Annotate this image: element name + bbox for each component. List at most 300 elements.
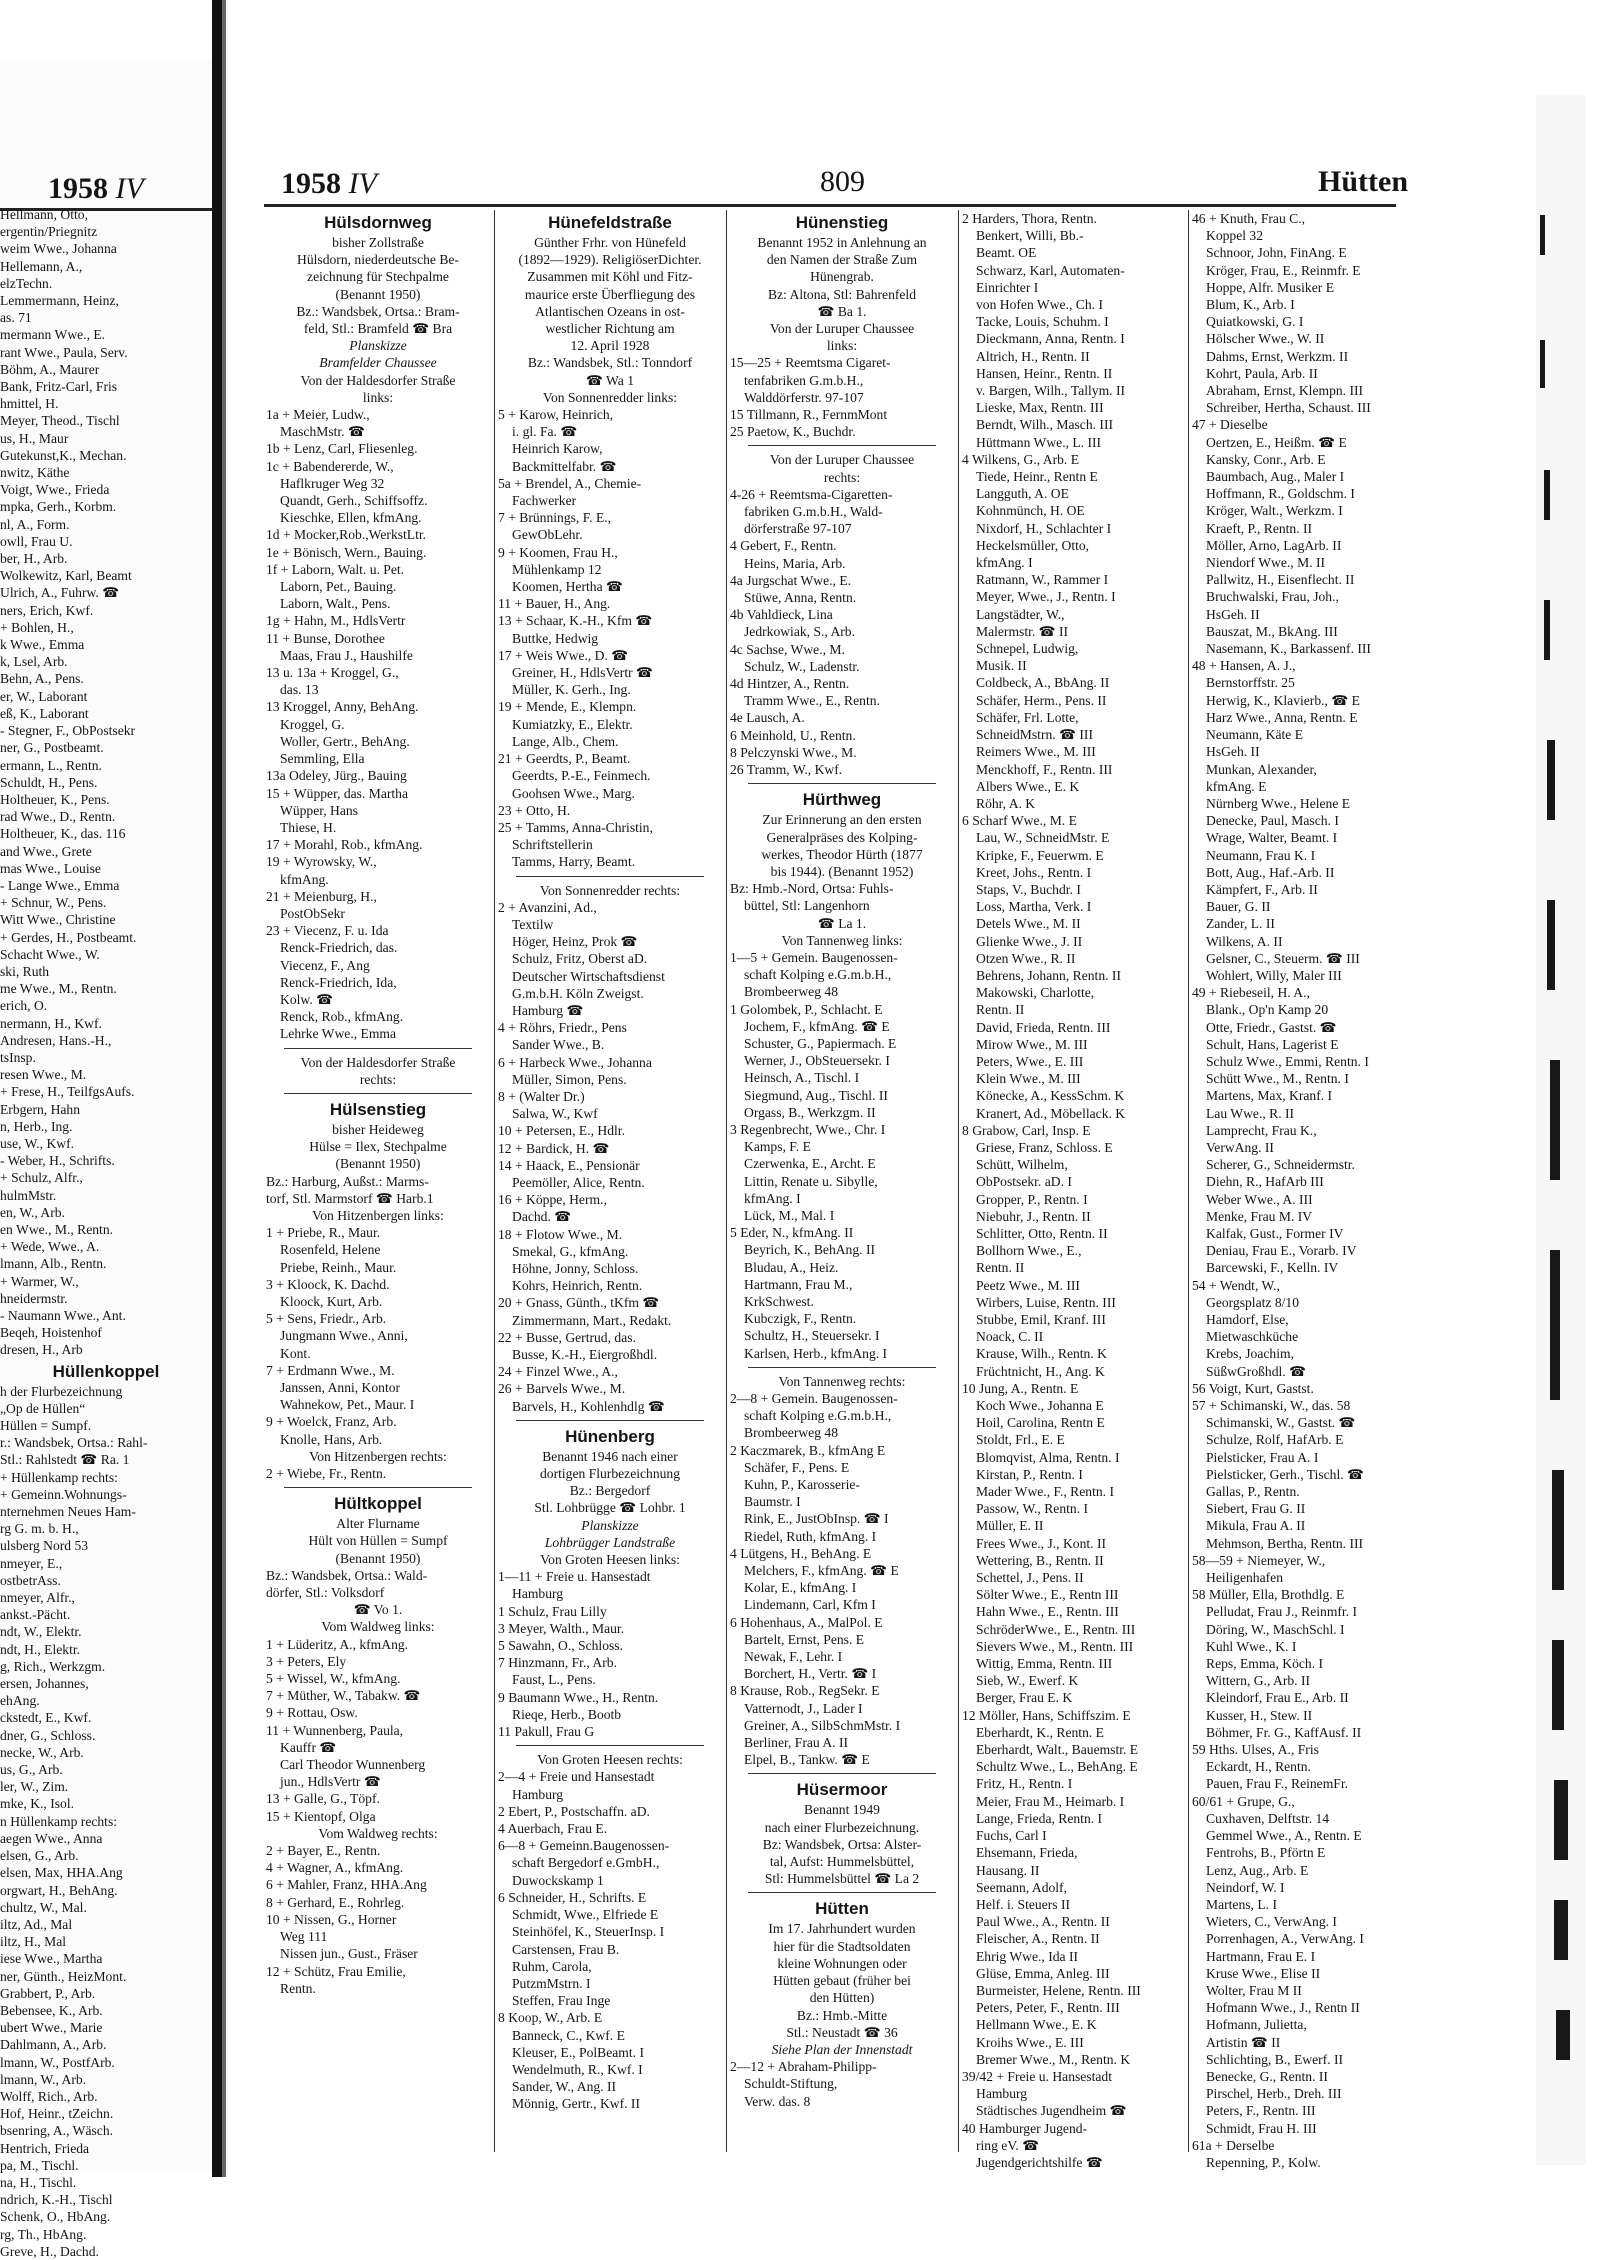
resident-line: kfmAng. E — [1206, 778, 1267, 794]
edge-mark — [1550, 1060, 1560, 1180]
resident-line: Bauszat, M., BkAng. III — [1206, 623, 1338, 639]
facing-entry-line: necke, W., Arb. — [0, 1744, 84, 1760]
facing-entry-line: „Op de Hüllen“ — [0, 1400, 86, 1416]
resident-line: Hansen, Heinr., Rentn. II — [976, 365, 1113, 381]
house-entry: 4c Sachse, Wwe., M. — [730, 641, 845, 657]
resident-line: Borchert, H., Vertr. ☎ I — [744, 1666, 877, 1682]
resident-line: Wittern, G., Arb. II — [1206, 1673, 1311, 1689]
facing-entry-line: weim Wwe., Johanna — [0, 241, 117, 257]
house-entry: 39/42 + Freie u. Hansestadt — [962, 2068, 1112, 2084]
house-entry: 58—59 + Niemeyer, W., — [1192, 1552, 1326, 1568]
house-entry: 23 + Viecenz, F. u. Ida — [266, 923, 389, 939]
resident-line: Kumiatzky, E., Elektr. — [512, 716, 633, 732]
resident-line: Peters, Wwe., E. III — [976, 1053, 1084, 1069]
resident-line: Rentn. II — [976, 1002, 1025, 1018]
house-entry: 3 + Peters, Ely — [266, 1653, 347, 1669]
page-number: 809 — [820, 165, 865, 198]
house-entry: 1a + Meier, Ludw., — [266, 407, 370, 423]
resident-line: Peters, F., Rentn. III — [1206, 2103, 1316, 2119]
section-divider — [748, 783, 936, 784]
facing-entry-line: Holtheuer, K., das. 116 — [0, 826, 126, 842]
facing-entry-line: iese Wwe., Martha — [0, 1951, 103, 1967]
street-note: Bz.: Wandsbek, Stl.: Tonndorf — [527, 355, 693, 371]
resident-line: Newak, F., Lehr. I — [744, 1649, 843, 1665]
house-entry: 2 Ebert, P., Postschaffn. aD. — [498, 1803, 650, 1819]
resident-line: Hölscher Wwe., W. II — [1206, 331, 1325, 347]
street-note: Planskizze — [581, 1517, 639, 1533]
facing-entry-line: ber, H., Arb. — [0, 551, 68, 567]
resident-line: Sander Wwe., B. — [512, 1037, 605, 1053]
resident-line: Eberhardt, Walt., Bauemstr. E — [976, 1742, 1139, 1758]
resident-line: Hamburg — [512, 1786, 564, 1802]
house-entry: 61a + Derselbe — [1192, 2137, 1275, 2153]
column-3 — [730, 210, 954, 2172]
facing-entry-line: ehAng. — [0, 1693, 40, 1709]
resident-line: Otzen Wwe., R. II — [976, 950, 1076, 966]
resident-line: Deniau, Frau E., Vorarb. IV — [1206, 1243, 1357, 1259]
resident-line: Kusser, H., Stew. II — [1206, 1707, 1313, 1723]
facing-entry-line: Gutekunst,K., Mechan. — [0, 447, 127, 463]
street-note: Hütten gebaut (früher bei — [773, 1973, 911, 1989]
street-note: (Benannt 1950) — [335, 286, 421, 302]
facing-entry-line: iltz, Ad., Mal — [0, 1916, 73, 1932]
facing-entry-line: Bank, Fritz-Carl, Fris — [0, 379, 118, 395]
street-note: den Namen der Straße Zum — [766, 252, 918, 268]
resident-line: Heinrich Karow, — [512, 441, 603, 457]
street-note: maurice erste Überfliegung des — [524, 286, 696, 302]
street-note: Atlantischen Ozeans in ost- — [535, 303, 685, 319]
resident-line: Rentn. II — [976, 1260, 1025, 1276]
house-entry: 10 Jung, A., Rentn. E — [962, 1380, 1079, 1396]
house-entry: 4b Vahldieck, Lina — [730, 607, 833, 623]
facing-entry-line: n Hüllenkamp rechts: — [0, 1813, 118, 1829]
facing-entry-line: Beqeh, Hoistenhof — [0, 1325, 102, 1341]
facing-entry-line: Ulrich, A., Fuhrw. ☎ — [0, 585, 120, 601]
section-divider — [516, 1745, 704, 1746]
resident-line: Kloock, Kurt, Arb. — [280, 1293, 383, 1309]
resident-line: i. gl. Fa. ☎ — [512, 424, 578, 440]
facing-entry-line: Hellmann, Otto, — [0, 207, 88, 222]
resident-line: Barvels, H., Kohlenhdlg ☎ — [512, 1398, 665, 1414]
resident-line: Mirow Wwe., M. III — [976, 1036, 1088, 1052]
edge-mark — [1552, 1640, 1564, 1730]
facing-entry-line: Holtheuer, K., Pens. — [0, 791, 110, 807]
facing-entry-line: chultz, W., Mal. — [0, 1899, 87, 1915]
facing-entry-line: Hentrich, Frieda — [0, 2140, 90, 2156]
facing-entry-line: Voigt, Wwe., Frieda — [0, 482, 110, 498]
street-note: nach einer Flurbezeichnung. — [764, 1819, 920, 1835]
resident-line: Verw. das. 8 — [744, 2093, 811, 2109]
resident-line: Schlitter, Otto, Rentn. II — [976, 1225, 1108, 1241]
resident-line: Quiatkowski, G. I — [1206, 314, 1304, 330]
resident-line: Menke, Frau M. IV — [1206, 1208, 1313, 1224]
street-note: Hünengrab. — [810, 269, 874, 285]
resident-line: Kuhl Wwe., K. I — [1206, 1638, 1297, 1654]
resident-line: Musik. II — [976, 658, 1027, 674]
resident-line: Schuldt-Stiftung, — [744, 2076, 838, 2092]
house-entry: 54 + Wendt, W., — [1192, 1277, 1280, 1293]
facing-entry-line: - Lange Wwe., Emma — [0, 877, 120, 893]
facing-entry-line: lmann, W., Arb. — [0, 2071, 87, 2087]
facing-entry-line: Hof, Heinr., tZeichn. — [0, 2106, 114, 2122]
street-note: Im 17. Jahrhundert wurden — [768, 1921, 916, 1937]
resident-line: Hamdorf, Else, — [1206, 1312, 1289, 1327]
facing-entry-line: tsInsp. — [0, 1049, 36, 1065]
house-entry: torf, Stl. Marmstorf ☎ Harb.1 — [266, 1190, 434, 1206]
resident-line: Ehrig Wwe., Ida II — [976, 1948, 1079, 1964]
resident-line: Kohrs, Heinrich, Rentn. — [512, 1278, 643, 1294]
facing-entry-line: owll, Frau U. — [0, 533, 73, 549]
resident-line: Passow, W., Rentn. I — [976, 1501, 1089, 1517]
resident-line: Buttke, Hedwig — [512, 630, 599, 646]
street-note: Benannt 1952 in Anlehnung an — [757, 235, 927, 250]
resident-line: Neindorf, W. I — [1206, 1879, 1285, 1895]
house-entry: 6—8 + Gemeinn.Baugenossen- — [498, 1838, 670, 1854]
resident-line: Mikula, Frau A. II — [1206, 1518, 1306, 1534]
resident-line: Mietwaschküche — [1206, 1329, 1299, 1345]
resident-line: Schettel, J., Pens. II — [976, 1570, 1084, 1586]
house-entry: 2—8 + Gemein. Baugenossen- — [730, 1391, 898, 1406]
resident-line: Griese, Franz, Schloss. E — [976, 1139, 1113, 1155]
house-entry: 9 + Woelck, Franz, Arb. — [266, 1414, 397, 1430]
resident-line: Baumbach, Aug., Maler I — [1206, 469, 1345, 485]
resident-line: Tramm Wwe., E., Rentn. — [744, 693, 880, 709]
resident-line: Kamps, F. E — [744, 1139, 811, 1155]
house-entry: 4 + Wagner, A., kfmAng. — [266, 1860, 404, 1876]
edge-mark — [1540, 340, 1545, 388]
resident-line: Zimmermann, Mart., Redakt. — [512, 1312, 672, 1328]
house-entry: 2—12 + Abraham-Philipp- — [730, 2059, 877, 2075]
facing-entry-line: ankst.-Pächt. — [0, 1607, 71, 1623]
resident-line: Benecke, G., Rentn. II — [1206, 2068, 1328, 2084]
resident-line: Langguth, A. OE — [976, 486, 1069, 502]
resident-line: PostObSekr — [280, 905, 345, 921]
house-entry: 11 + Bauer, H., Ang. — [498, 596, 611, 612]
resident-line: Harz Wwe., Anna, Rentn. E — [1206, 709, 1358, 725]
resident-line: Koppel 32 — [1206, 228, 1264, 244]
street-note: ☎ La 1. — [817, 915, 867, 931]
resident-line: PutzmMstrn. I — [512, 1975, 591, 1991]
resident-line: Bott, Aug., Haf.-Arb. II — [1206, 864, 1335, 880]
resident-line: büttel, Stl: Langenhorn — [744, 898, 870, 914]
resident-line: Salwa, W., Kwf — [512, 1106, 598, 1122]
resident-line: Neumann, Käte E — [1206, 727, 1304, 743]
resident-line: tenfabriken G.m.b.H., — [744, 372, 864, 388]
house-entry: 7 + Müther, W., Tabakw. ☎ — [266, 1688, 421, 1704]
resident-line: Fachwerker — [512, 493, 577, 509]
resident-line: Kieschke, Ellen, kfmAng. — [280, 510, 422, 526]
facing-entry-line: us, G., Arb. — [0, 1762, 63, 1778]
facing-entry-line: Greve, H., Dachd. — [0, 2243, 99, 2259]
house-entry: 58 Müller, Ella, Brothdlg. E — [1192, 1587, 1345, 1603]
resident-line: Abraham, Ernst, Klempn. III — [1206, 383, 1364, 399]
street-title: Hültkoppel — [334, 1494, 422, 1514]
street-title: Hüsermoor — [796, 1780, 888, 1800]
resident-line: Schlichting, B., Ewerf. II — [1206, 2051, 1344, 2067]
house-entry: Bz.: Wandsbek, Ortsa.: Wald- — [266, 1567, 428, 1583]
resident-line: Niebuhr, J., Rentn. II — [976, 1208, 1091, 1224]
resident-line: Schütt, Wilhelm, — [976, 1157, 1068, 1173]
resident-line: Schimanski, W., Gastst. ☎ — [1206, 1415, 1356, 1431]
resident-line: Janssen, Anni, Kontor — [280, 1380, 401, 1395]
resident-line: Peetz Wwe., M. III — [976, 1277, 1080, 1293]
resident-line: Peters, Peter, F., Rentn. III — [976, 2000, 1120, 2016]
resident-line: Meier, Frau M., Heimarb. I — [976, 1793, 1125, 1809]
house-entry: 1—5 + Gemein. Baugenossen- — [730, 949, 898, 965]
edge-mark — [1552, 1470, 1564, 1590]
facing-entry-line: k Wwe., Emma — [0, 637, 85, 653]
street-note: ☎ Vo 1. — [353, 1602, 403, 1618]
facing-entry-line: eß, K., Laborant — [0, 705, 89, 721]
resident-line: Vatternodt, J., Lader I — [744, 1700, 863, 1716]
facing-entry-line: + Gemeinn.Wohnungs- — [0, 1486, 127, 1502]
resident-line: Schulz, Fritz, Oberst aD. — [512, 951, 648, 967]
facing-entry-line: as. 71 — [0, 310, 32, 326]
resident-line: Kirstan, P., Rentn. I — [976, 1466, 1083, 1482]
resident-line: Wettering, B., Rentn. II — [976, 1552, 1104, 1568]
resident-line: Wilkens, A. II — [1206, 933, 1283, 949]
facing-entry-line: Hüllen = Sumpf. — [0, 1418, 92, 1434]
facing-entry-line: elsen, G., Arb. — [0, 1848, 79, 1864]
running-title: Hütten — [1318, 165, 1408, 198]
resident-line: Nissen jun., Gust., Fräser — [280, 1946, 418, 1962]
facing-page-volume: IV — [115, 172, 144, 205]
resident-line: von Hofen Wwe., Ch. I — [976, 297, 1103, 313]
facing-entry-line: hmittel, H. — [0, 396, 59, 412]
resident-line: Hoffmann, R., Goldschm. I — [1206, 486, 1355, 502]
house-entry: 2 + Bayer, E., Rentn. — [266, 1843, 381, 1859]
resident-line: Pielsticker, Frau A. I — [1206, 1449, 1319, 1465]
resident-line: Blomqvist, Alma, Rentn. I — [976, 1449, 1120, 1465]
house-entry: 26 + Barvels Wwe., M. — [498, 1381, 626, 1397]
resident-line: Einrichter I — [976, 279, 1039, 295]
resident-line: Hüttmann Wwe., L. III — [976, 434, 1102, 450]
resident-line: Busse, K.-H., Eiergroßhdl. — [512, 1347, 658, 1362]
street-note: Hült von Hüllen = Sumpf — [308, 1533, 448, 1549]
resident-line: Priebe, Reinh., Maur. — [280, 1259, 397, 1275]
resident-line: Backmittelfabr. ☎ — [512, 458, 617, 474]
street-note: Planskizze — [349, 338, 407, 354]
house-entry: 1f + Laborn, Walt. u. Pet. — [266, 561, 405, 577]
resident-line: Hamburg ☎ — [512, 1002, 584, 1018]
resident-line: Schultz Wwe., L., BehAng. E — [976, 1759, 1138, 1775]
section-divider — [516, 1420, 704, 1421]
facing-entry-line: nmeyer, Alfr., — [0, 1590, 75, 1606]
resident-line: Thiese, H. — [280, 819, 337, 835]
resident-line: Berger, Frau E. K — [976, 1690, 1073, 1706]
resident-line: Stoldt, Frl., E. E — [976, 1432, 1065, 1448]
street-note: Stl: Hummelsbüttel ☎ La 2 — [764, 1871, 920, 1887]
facing-entry-line: ersen, Johannes, — [0, 1676, 89, 1692]
resident-line: KrkSchwest. — [744, 1293, 814, 1309]
resident-line: Artistin ☎ II — [1206, 2034, 1281, 2050]
resident-line: Schreiber, Hertha, Schaust. III — [1206, 400, 1371, 416]
resident-line: Wüpper, Hans — [280, 802, 358, 818]
resident-line: Sieb, W., Ewerf. K — [976, 1673, 1079, 1689]
facing-entry-line: lmann, W., PostfArb. — [0, 2054, 115, 2070]
edge-mark — [1547, 900, 1555, 990]
resident-line: Schuster, G., Papiermach. E — [744, 1035, 897, 1051]
resident-line: Quandt, Gerh., Schiffsoffz. — [280, 493, 428, 509]
resident-line: Rink, E., JustObInsp. ☎ I — [744, 1511, 889, 1527]
house-entry: 26 Tramm, W., Kwf. — [730, 762, 843, 778]
resident-line: Heiligenhafen — [1206, 1570, 1283, 1586]
resident-line: Denecke, Paul, Masch. I — [1206, 813, 1339, 829]
street-note: Alter Flurname — [336, 1516, 420, 1532]
resident-line: Wrage, Walter, Beamt. I — [1206, 830, 1338, 846]
resident-line: Kohnmünch, H. OE — [976, 503, 1085, 519]
house-entry: 15 Tillmann, R., FernmMont — [730, 407, 888, 423]
resident-line: Schnepel, Ludwig, — [976, 641, 1079, 657]
house-entry: 4d Hintzer, A., Rentn. — [730, 676, 850, 692]
resident-line: Böhmer, Fr. G., KaffAusf. II — [1206, 1724, 1362, 1740]
resident-line: Wahnekow, Pet., Maur. I — [280, 1397, 415, 1413]
book-spine-shadow — [222, 0, 226, 2177]
street-note: Von Groten Heesen rechts: — [537, 1752, 683, 1768]
resident-line: Renck-Friedrich, Ida, — [280, 974, 397, 990]
street-note: Bz: Altona, Stl: Bahrenfeld — [768, 286, 916, 302]
section-divider — [748, 1773, 936, 1774]
resident-line: Renck, Rob., kfmAng. — [280, 1009, 404, 1025]
facing-entry-line: nternehmen Neues Ham- — [0, 1504, 136, 1520]
resident-line: Früchtnicht, H., Ang. K — [976, 1363, 1105, 1379]
facing-entry-line: hulmMstr. — [0, 1187, 57, 1203]
resident-line: Sölter Wwe., E., Rentn III — [976, 1587, 1119, 1603]
resident-line: Semmling, Ella — [280, 751, 365, 767]
resident-line: jun., HdlsVertr ☎ — [280, 1774, 381, 1790]
resident-line: Schulze, Rolf, HafArb. E — [1206, 1432, 1344, 1448]
resident-line: Hahn Wwe., E., Rentn. III — [976, 1604, 1119, 1620]
resident-line: Bauer, G. II — [1206, 899, 1271, 915]
section-divider — [284, 1093, 472, 1094]
resident-line: Kröger, Frau, E., Reinmfr. E — [1206, 262, 1361, 278]
house-entry: 6 Scharf Wwe., M. E — [962, 813, 1077, 829]
house-entry: 10 + Nissen, G., Horner — [266, 1911, 397, 1927]
house-entry: 8 + (Walter Dr.) — [498, 1088, 585, 1104]
section-divider — [748, 1892, 936, 1893]
resident-line: Hoil, Carolina, Rentn E — [976, 1415, 1105, 1431]
house-entry: 4 Lütgens, H., BehAng. E — [730, 1545, 872, 1561]
house-entry: 13 u. 13a + Kroggel, G., — [266, 665, 399, 681]
resident-line: schaft Kolping e.G.m.b.H., — [744, 1408, 892, 1424]
facing-entry-line: ner, G., Postbeamt. — [0, 740, 104, 756]
resident-line: Elpel, B., Tankw. ☎ E — [744, 1752, 870, 1768]
resident-line: Werner, J., ObSteuersekr. I — [744, 1053, 890, 1069]
resident-line: Staps, V., Buchdr. I — [976, 881, 1081, 897]
street-title: Hütten — [815, 1899, 869, 1919]
facing-entry-line: us, H., Maur — [0, 430, 69, 446]
edge-mark — [1556, 2010, 1570, 2060]
resident-line: Kolw. ☎ — [280, 991, 334, 1007]
resident-line: Döring, W., MaschSchl. I — [1206, 1621, 1345, 1637]
resident-line: Pallwitz, H., Eisenflecht. II — [1206, 572, 1355, 588]
resident-line: Behrens, Johann, Rentn. II — [976, 967, 1121, 983]
street-note: Hülsdorn, niederdeutsche Be- — [297, 252, 459, 268]
facing-entry-line: ndt, W., Elektr. — [0, 1624, 82, 1640]
resident-line: SchröderWwe., E., Rentn. III — [976, 1621, 1136, 1637]
resident-line: Mühlenkamp 12 — [512, 561, 602, 577]
resident-line: Langstädter, W., — [976, 606, 1065, 622]
facing-entry-line: ubert Wwe., Marie — [0, 2020, 103, 2036]
house-entry: 4 + Röhrs, Friedr., Pens — [498, 1020, 627, 1036]
resident-line: Klein Wwe., M. III — [976, 1071, 1081, 1087]
resident-line: Müller, Simon, Pens. — [512, 1071, 627, 1087]
column-divider — [1188, 210, 1189, 2152]
facing-entry-line: Behn, A., Pens. — [0, 671, 84, 687]
house-entry: 20 + Gnass, Günth., tKfm ☎ — [498, 1295, 660, 1311]
resident-line: Banneck, C., Kwf. E — [512, 2027, 625, 2043]
resident-line: Mönnig, Gertr., Kwf. II — [512, 2096, 640, 2112]
facing-entry-line: rad Wwe., D., Rentn. — [0, 809, 116, 825]
resident-line: Rentn. — [280, 1980, 316, 1996]
house-entry: 1 Golombek, P., Schlacht. E — [730, 1001, 883, 1017]
resident-line: Pelludat, Frau J., Reinmfr. I — [1206, 1604, 1358, 1620]
street-note: Von Groten Heesen links: — [540, 1552, 680, 1568]
facing-entry-line: rant Wwe., Paula, Serv. — [0, 344, 128, 360]
resident-line: Brombeerweg 48 — [744, 1425, 838, 1441]
house-entry: 8 Krause, Rob., RegSekr. E — [730, 1683, 880, 1699]
street-note: zeichnung für Stechpalme — [307, 269, 449, 285]
facing-entry-line: dner, G., Schloss. — [0, 1727, 96, 1743]
resident-line: Diehn, R., HafArb III — [1206, 1174, 1324, 1190]
facing-entry-line: na, H., Tischl. — [0, 2174, 77, 2190]
resident-line: Scherer, G., Schneidermstr. — [1206, 1157, 1355, 1173]
house-entry: 23 + Otto, H. — [498, 802, 571, 818]
resident-line: Höhne, Jonny, Schloss. — [512, 1260, 639, 1276]
resident-line: Mehmson, Bertha, Rentn. III — [1206, 1535, 1364, 1551]
resident-line: Altrich, H., Rentn. II — [976, 348, 1090, 364]
resident-line: Müller, E. II — [976, 1518, 1044, 1534]
facing-entry-line: bsenring, A., Wäsch. — [0, 2123, 114, 2139]
page-volume: IV — [348, 167, 377, 200]
resident-line: Röhr, A. K — [976, 795, 1036, 811]
facing-entry-line: k, Lsel, Arb. — [0, 654, 68, 670]
house-entry: 1e + Bönisch, Wern., Bauing. — [266, 544, 427, 560]
resident-line: Schriftstellerin — [512, 837, 593, 853]
resident-line: Niendorf Wwe., M. II — [1206, 555, 1326, 571]
resident-line: Städtisches Jugendheim ☎ — [976, 2103, 1127, 2119]
house-entry: 13a Odeley, Jürg., Bauing — [266, 768, 407, 784]
resident-line: ring eV. ☎ — [976, 2137, 1040, 2153]
house-entry: 8 + Gerhard, E., Rohrleg. — [266, 1894, 405, 1910]
street-note: dortigen Flurbezeichnung — [539, 1466, 681, 1482]
facing-entry-line: ler, W., Zim. — [0, 1779, 69, 1795]
house-entry: 11 + Wunnenberg, Paula, — [266, 1722, 404, 1738]
house-entry: 21 + Geerdts, P., Beamt. — [498, 751, 631, 767]
resident-line: Textilw — [512, 916, 554, 932]
resident-line: Coldbeck, A., BbAng. II — [976, 675, 1110, 691]
facing-entry-line: rg, Th., HbAng. — [0, 2226, 87, 2242]
resident-line: Bartelt, Ernst, Pens. E — [744, 1631, 865, 1647]
facing-entry-line: Böhm, A., Maurer — [0, 361, 100, 377]
resident-line: Koomen, Hertha ☎ — [512, 579, 623, 595]
directory-page — [236, 62, 1536, 2172]
street-note: (1892—1929). ReligiöserDichter. — [518, 252, 702, 268]
facing-entry-line: + Hüllenkamp rechts: — [0, 1469, 118, 1485]
resident-line: Eckardt, H., Rentn. — [1206, 1759, 1311, 1775]
facing-entry-line: - Naumann Wwe., Ant. — [0, 1308, 126, 1323]
resident-line: Reimers Wwe., M. III — [976, 744, 1096, 760]
facing-entry-line: and Wwe., Grete — [0, 843, 92, 859]
resident-line: Loss, Martha, Verk. I — [976, 899, 1092, 915]
house-entry: 5 + Wissel, W., kfmAng. — [266, 1671, 401, 1687]
resident-line: Weg 111 — [280, 1929, 328, 1945]
facing-entry-line: orgwart, H., BehAng. — [0, 1882, 118, 1898]
facing-entry-line: mke, K., Isol. — [0, 1796, 75, 1812]
house-entry: 2 Harders, Thora, Rentn. — [962, 211, 1097, 226]
resident-line: Kauffr ☎ — [280, 1739, 337, 1755]
resident-line: schaft Bergedorf e.GmbH., — [512, 1855, 660, 1871]
